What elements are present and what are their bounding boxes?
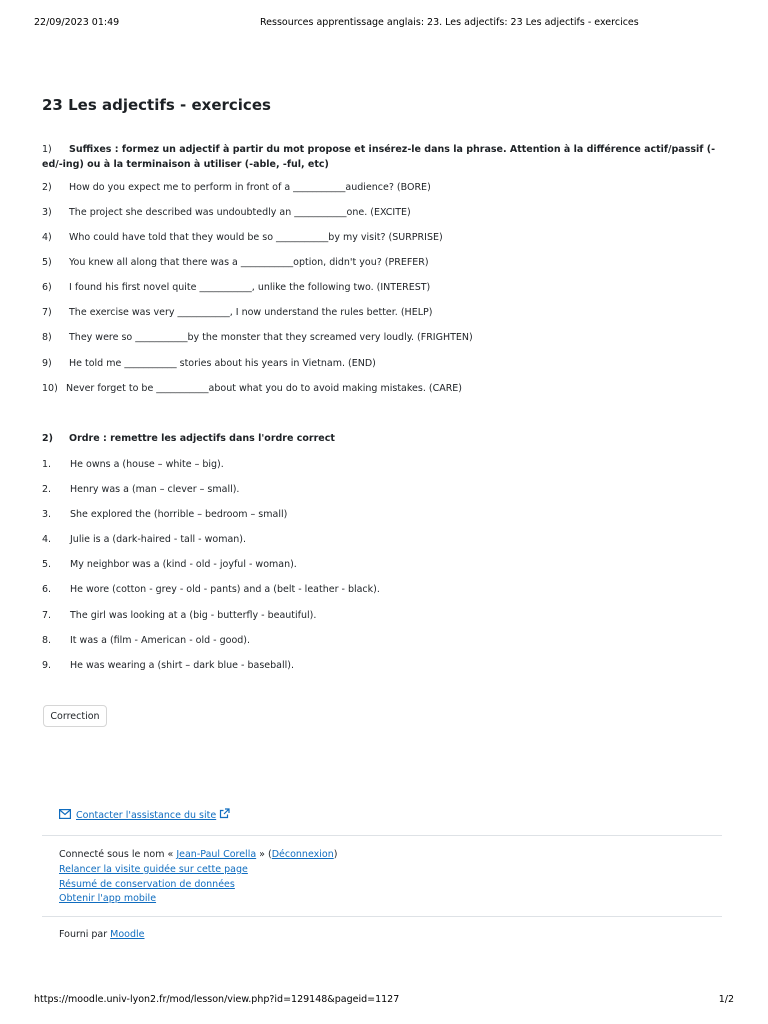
data-retention-link[interactable]: Résumé de conservation de données [59, 879, 235, 890]
print-page-number: 1/2 [718, 994, 734, 1005]
powered-by: Fourni par Moodle [59, 929, 145, 940]
correction-button[interactable]: Correction [43, 705, 107, 727]
print-title: Ressources apprentissage anglais: 23. Les adjectifs: 23 Les adjectifs - exercices [260, 17, 639, 28]
page-title: 23 Les adjectifs - exercices [42, 96, 271, 114]
divider [42, 835, 722, 836]
print-footer [0, 994, 768, 1008]
envelope-icon [59, 809, 71, 822]
mobile-app-line [59, 893, 156, 904]
tour-line [59, 864, 248, 875]
print-date: 22/09/2023 01:49 [34, 17, 120, 28]
logged-in-info: Connecté sous le nom « Jean-Paul Corella » (Déconnexion) [59, 849, 338, 860]
section2-instruction-text: Ordre : remettre les adjectifs dans l'ordre correct [69, 433, 335, 444]
external-link-icon [219, 808, 230, 822]
section1-instruction [42, 142, 732, 172]
divider [42, 916, 722, 917]
section1-instruction-text: Suffixes : formez un adjectif à partir du mot propose et insérez-le dans la phrase. Attention à la différence actif/passif (-ed/-ing) ou à la terminaison à utiliser (-able, -ful, etc) [42, 144, 716, 170]
user-profile-link[interactable]: Jean-Paul Corella [176, 849, 257, 860]
logout-link[interactable]: Déconnexion [271, 849, 334, 860]
print-header [0, 17, 768, 31]
moodle-link[interactable]: Moodle [110, 929, 145, 940]
support-link[interactable]: Contacter l'assistance du site [76, 809, 217, 821]
section2-number: 2) [42, 433, 53, 444]
restart-tour-link[interactable]: Relancer la visite guidée sur cette page [59, 864, 248, 875]
mobile-app-link[interactable]: Obtenir l'app mobile [59, 893, 157, 904]
print-url: https://moodle.univ-lyon2.fr/mod/lesson/view.php?id=129148&pageid=1127 [34, 994, 400, 1005]
section1-number: 1) [42, 144, 52, 155]
data-retention-line [59, 879, 235, 890]
support-contact [59, 808, 230, 822]
